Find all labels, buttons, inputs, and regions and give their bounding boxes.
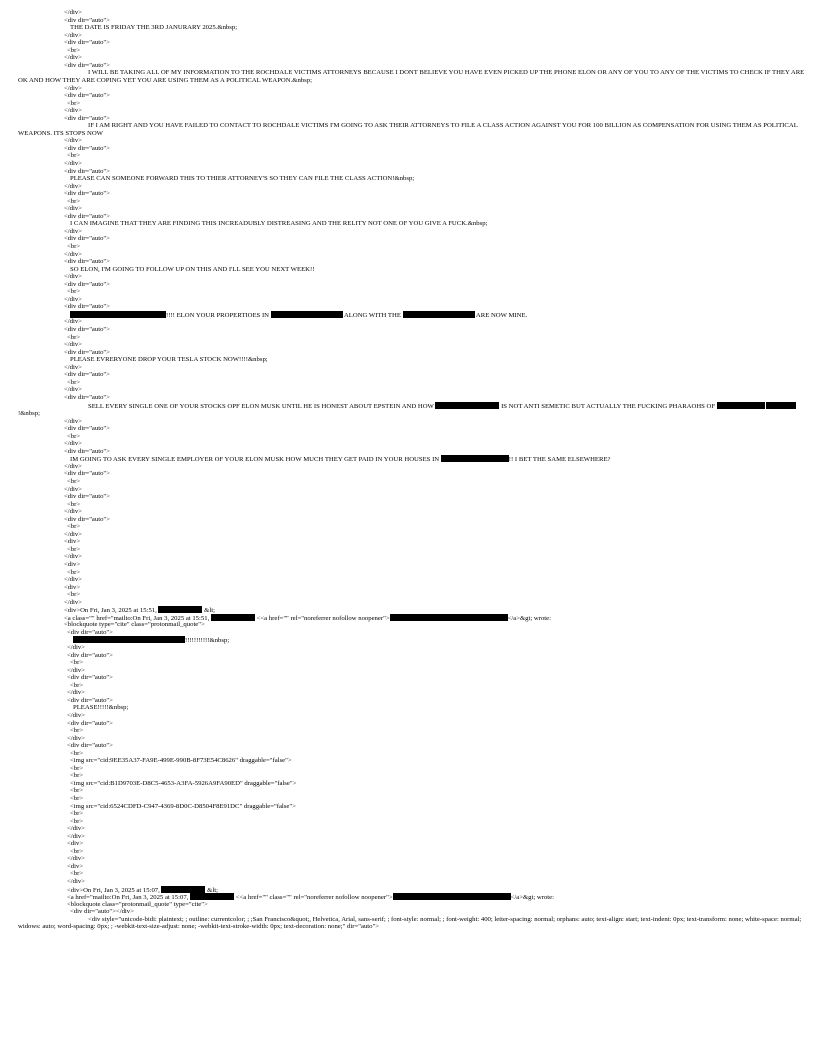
source-line: <br>	[67, 333, 81, 341]
source-line: <br>	[70, 727, 84, 735]
email-html-source-document	[0, 9, 816, 931]
source-line: </div>	[64, 250, 82, 258]
source-line	[0, 311, 816, 319]
source-line: <br>	[70, 847, 84, 855]
source-line: <br>	[67, 523, 81, 531]
redaction-bar	[717, 402, 765, 409]
source-line: <div dir="auto">	[64, 348, 110, 356]
source-line: <div>	[64, 583, 81, 591]
source-line: <br>	[70, 794, 84, 802]
source-text: IM GOING TO ASK EVERY SINGLE EMPLOYER OF YOUR ELON MUSK HOW MUCH THEY GET PAID IN YOUR HOUSES IN	[70, 456, 441, 464]
redaction-bar	[766, 402, 796, 409]
source-line: <div dir="auto">	[64, 190, 110, 198]
source-line: <div dir="auto">	[64, 326, 110, 334]
redaction-bar	[158, 606, 202, 613]
source-line: <div style="unicode-bidi: plaintext; ; outline: currentcolor; ; ;San Francisco&quot;, Helvetica, Arial, sans-serif; ; font-style: normal; ; font-weight: 400; letter-spacing: normal; orphans: auto; text-align: start; text-indent: 0px; text-transform: none; white-space: normal; widows: auto; word-spacing: 0px; ; -webkit-text-size-adjust: none; -webkit-text-stroke-width: 0px; text-decoration: none;" dir="auto">	[18, 915, 802, 931]
source-line: <br>	[67, 500, 81, 508]
source-line: </div>	[64, 440, 82, 448]
source-line: <br>	[70, 810, 84, 818]
redaction-bar	[393, 893, 511, 900]
source-line: <img src="cid:9EE35A37-FA9E-499E-990B-8F73E54C8626" draggable="false">	[70, 757, 292, 765]
source-text: </a>&gt; wrote:	[510, 894, 554, 902]
source-line: <br>	[70, 681, 84, 689]
source-line: </div>	[64, 31, 82, 39]
source-line: <br>	[67, 46, 81, 54]
source-line: <div>	[64, 538, 81, 546]
source-text: <a class="" href="mailto:On Fri, Jan 3, 2025 at 15:51,	[64, 614, 211, 622]
source-line: <div dir="auto">	[64, 144, 110, 152]
source-line: <img src="cid:B1D9703E-D8C5-4653-A3FA-5926A9FA90ED" draggable="false">	[70, 779, 297, 787]
source-line: </div>	[67, 832, 85, 840]
source-text: <<a href="" class="" rel="noreferrer nofollow noopener">	[234, 894, 393, 902]
source-line: <div dir="auto">	[64, 212, 110, 220]
source-line: <div dir="auto">	[64, 258, 110, 266]
source-line: </div>	[64, 84, 82, 92]
source-line: </div>	[64, 576, 82, 584]
source-line: <br>	[70, 764, 84, 772]
source-line: </div>	[64, 273, 82, 281]
source-line: <div dir="auto">	[64, 167, 110, 175]
source-text: </a>&gt; wrote:	[507, 614, 551, 622]
source-line: </div>	[64, 295, 82, 303]
source-text: IS NOT ANTI SEMETIC BUT ACTUALLY THE FUCKING PHARAOHS OF	[499, 402, 717, 410]
redaction-bar	[390, 614, 508, 621]
source-line: </div>	[64, 485, 82, 493]
source-line	[0, 893, 816, 901]
source-line: </div>	[64, 182, 82, 190]
source-line	[0, 402, 816, 418]
source-line: <div>	[67, 862, 84, 870]
source-line: <blockquote type="cite" class="protonmail_quote">	[64, 621, 205, 629]
source-line: </div>	[67, 855, 85, 863]
source-line: <br>	[67, 545, 81, 553]
source-line: </div>	[64, 363, 82, 371]
source-line: <div dir="auto">	[64, 447, 110, 455]
source-line: <div dir="auto"></div>	[70, 908, 134, 916]
source-line: <div dir="auto">	[64, 425, 110, 433]
source-line: <br>	[70, 870, 84, 878]
source-line: <br>	[67, 568, 81, 576]
source-text: !! I BET THE SAME ELSEWHERE?	[508, 456, 611, 464]
source-line: <br>	[67, 432, 81, 440]
redaction-bar	[190, 893, 234, 900]
source-line: PLEASE!!!!!&nbsp;	[73, 704, 129, 712]
source-line: <div dir="auto">	[67, 628, 113, 636]
source-text: !&nbsp;	[18, 410, 40, 418]
source-line: <br>	[70, 659, 84, 667]
source-line: <div dir="auto">	[64, 92, 110, 100]
source-line: </div>	[67, 666, 85, 674]
source-line: <br>	[67, 378, 81, 386]
source-line: </div>	[64, 227, 82, 235]
source-line: </div>	[67, 644, 85, 652]
source-line: SO ELON, I'M GOING TO FOLLOW UP ON THIS AND I'LL SEE YOU NEXT WEEK!!	[70, 265, 315, 273]
source-text: <div>On Fri, Jan 3, 2025 at 15:07,	[67, 886, 162, 894]
source-line: </div>	[64, 205, 82, 213]
source-line: <div dir="auto">	[64, 39, 110, 47]
source-line: <div dir="auto">	[64, 515, 110, 523]
source-line	[0, 636, 816, 644]
source-line: <br>	[67, 591, 81, 599]
source-line: </div>	[64, 386, 82, 394]
source-line: <div dir="auto">	[67, 674, 113, 682]
source-line: </div>	[67, 689, 85, 697]
source-line: </div>	[64, 553, 82, 561]
source-text: ALONG WITH THE	[342, 311, 403, 319]
source-line: <br>	[67, 99, 81, 107]
source-line: </div>	[64, 107, 82, 115]
source-text: ARE NOW MINE.	[474, 311, 528, 319]
source-line: </div>	[64, 462, 82, 470]
source-line: <div dir="auto">	[64, 371, 110, 379]
source-line: <br>	[67, 288, 81, 296]
source-line	[0, 606, 816, 614]
source-line	[0, 886, 816, 894]
source-line: </div>	[64, 508, 82, 516]
source-line: </div>	[64, 9, 82, 16]
source-line: <br>	[67, 243, 81, 251]
source-line: THE DATE IS FRIDAY THE 3RD JANURARY 2025.&nbsp;	[70, 24, 238, 32]
source-line: PLEASE EVRERYONE DROP YOUR TESLA STOCK NOW!!!!&nbsp;	[70, 356, 268, 364]
source-line: <br>	[70, 749, 84, 757]
source-line: <br>	[67, 478, 81, 485]
source-line: <div dir="auto">	[64, 280, 110, 288]
source-text: <a href="mailto:On Fri, Jan 3, 2025 at 15:07,	[67, 894, 191, 902]
redaction-bar	[73, 636, 185, 643]
source-line: <div>	[67, 840, 84, 848]
source-line: <div dir="auto">	[64, 16, 110, 24]
source-line: </div>	[64, 318, 82, 326]
redaction-bar	[435, 402, 499, 409]
source-line: <div dir="auto">	[64, 470, 110, 478]
source-line: IF I AM RIGHT AND YOU HAVE FAILED TO CONTACT TO ROCHDALE VICTIMS I'M GOING TO ASK THEIR ATTORNEYS TO FILE A CLASS ACTION AGAINST YOU FOR 100 BILLION AS COMPENSATION FOR USING THEM AS POLITICAL WEAPONS. ITS STOPS NOW	[18, 122, 798, 137]
source-text: &lt;	[202, 607, 215, 615]
source-text: SELL EVERY SINGLE ONE OF YOUR STOCKS OPF ELON MUSK UNTIL HE IS HONEST ABOUT EPSTEIN AND HOW	[88, 402, 436, 410]
source-line: <br>	[70, 817, 84, 825]
source-line: <blockquote class="protonmail_quote" type="cite">	[67, 900, 208, 908]
source-line: </div>	[67, 734, 85, 742]
redaction-bar	[161, 886, 205, 893]
source-line: I WILL BE TAKING ALL OF MY INFORMATION TO THE ROCHDALE VICTIMS ATTORNEYS BECAUSE I DONT BELIEVE YOU HAVE EVEN PICKED UP THE PHONE ELON OR ANY OF YOU TO ANY OF THE VICTIMS TO CHECK IF THEY ARE OK AND HOW THEY ARE COPING YET YOU ARE USING THEM AS A POLITICAL WEAPON.&nbsp;	[18, 69, 805, 84]
source-text: !!!! ELON YOUR PROPERTIOES IN	[166, 311, 271, 319]
source-line: </div>	[64, 137, 82, 145]
source-line: <div dir="auto">	[64, 493, 110, 501]
source-line: <div dir="auto">	[64, 114, 110, 122]
source-line: <div dir="auto">	[64, 235, 110, 243]
redaction-bar	[70, 311, 166, 318]
source-line: </div>	[67, 877, 85, 885]
source-line: <div dir="auto">	[64, 393, 110, 401]
source-line: <div>	[64, 561, 81, 569]
source-text: &lt;	[205, 886, 218, 894]
source-text: !!!!!!!!!!!&nbsp;	[185, 637, 230, 645]
source-line: <br>	[67, 152, 81, 160]
source-line: <br>	[70, 772, 84, 780]
source-line: </div>	[67, 711, 85, 719]
source-line: </div>	[64, 417, 82, 425]
source-line: </div>	[64, 598, 82, 606]
source-line: <div dir="auto">	[67, 719, 113, 727]
source-line	[0, 455, 816, 463]
source-line: <div dir="auto">	[67, 696, 113, 704]
source-line	[0, 614, 816, 622]
redaction-bar	[441, 455, 509, 462]
source-line: <br>	[70, 787, 84, 795]
redaction-bar	[271, 311, 343, 318]
source-line: PLEASE CAN SOMEONE FORWARD THIS TO THIER ATTORNEY'S SO THEY CAN FILE THE CLASS ACTION!&nbsp;	[70, 175, 415, 183]
source-line: </div>	[64, 54, 82, 62]
source-line: <div dir="auto">	[64, 61, 110, 69]
source-line: </div>	[67, 825, 85, 833]
source-line: I CAN IMAGINE THAT THEY ARE FINDING THIS INCREADUBLY DISTREASING AND THE RELITY NOT ONE OF YOU GIVE A FUCK.&nbsp;	[70, 220, 488, 228]
source-line: <div dir="auto">	[67, 742, 113, 750]
source-line: <br>	[67, 197, 81, 205]
source-line: </div>	[64, 341, 82, 349]
source-line: </div>	[64, 160, 82, 167]
redaction-bar	[211, 614, 255, 621]
redaction-bar	[403, 311, 475, 318]
source-text: <<a href="" rel="noreferrer nofollow noopener">	[254, 614, 390, 622]
source-line: </div>	[64, 530, 82, 538]
source-line: <div dir="auto">	[64, 303, 110, 311]
source-text: <div>On Fri, Jan 3, 2025 at 15:51,	[64, 607, 159, 615]
source-line: <img src="cid:6524CDFD-C947-4369-8D0C-D8504F8E91DC" draggable="false">	[70, 802, 296, 810]
source-line: <div dir="auto">	[67, 651, 113, 659]
